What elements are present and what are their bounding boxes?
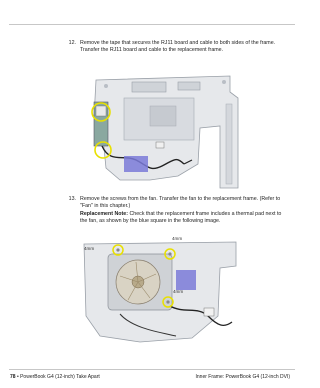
screw-size-callout: 4mm <box>172 236 183 241</box>
screw-size-callout: 4mm <box>173 289 184 294</box>
step-number: 13. <box>68 196 76 202</box>
footer-section-title: Inner Frame: PowerBook G4 (12-inch DVI) <box>195 374 290 380</box>
rj11-frame-illustration <box>80 68 250 189</box>
step-number: 12. <box>68 40 76 46</box>
footer-rule <box>9 369 295 370</box>
replacement-note-label: Replacement Note: <box>80 211 128 217</box>
fan-illustration <box>80 236 240 346</box>
header-rule <box>9 24 295 25</box>
step-text: Remove the tape that secures the RJ11 board and cable to both sides of the frame. Transfer the RJ11 board and cable to the replacement frame. <box>80 40 276 54</box>
replacement-note-text: Check that the replacement frame includes a thermal pad next to the fan, as shown by the blue square in the following image. <box>80 211 282 225</box>
footer-guide-title: • PowerBook G4 (12-inch) Take Apart <box>15 374 100 380</box>
replacement-note <box>80 211 285 225</box>
fan-screws-photo <box>80 236 240 346</box>
footer-left <box>10 374 100 381</box>
screw-size-callout: 4mm <box>84 246 95 251</box>
page-number: 78 <box>10 374 16 380</box>
rj11-frame-photo <box>80 68 250 189</box>
step-text: Remove the screws from the fan. Transfer the fan to the replacement frame. (Refer to "Fan" in this chapter.) <box>80 196 281 210</box>
